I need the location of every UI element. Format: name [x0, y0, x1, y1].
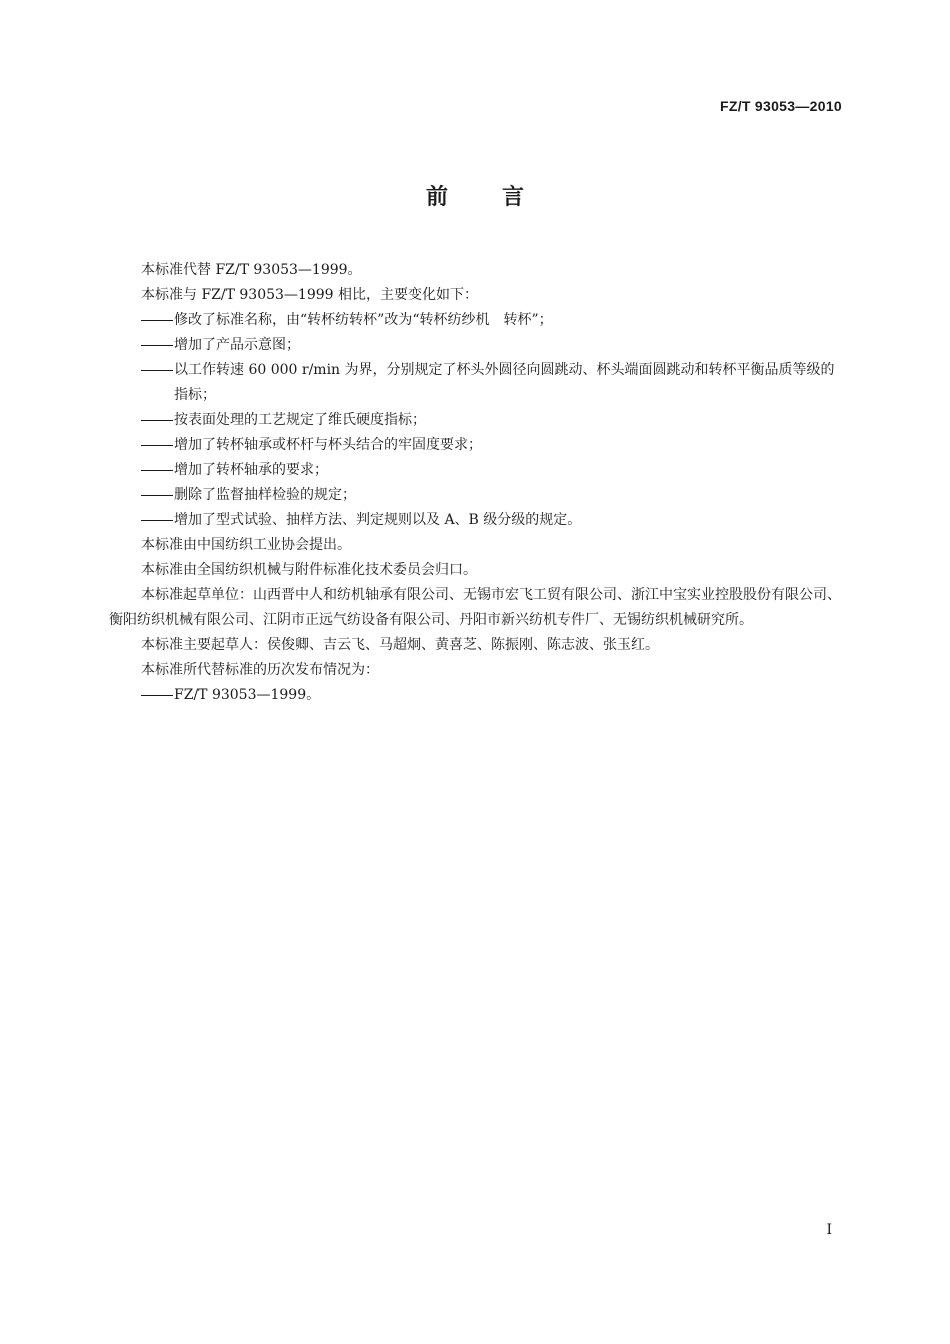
paragraph — [109, 283, 843, 308]
paragraph-text: 本标准由中国纺织工业协会提出。 — [141, 537, 351, 553]
list-item — [109, 458, 843, 483]
paragraph — [109, 658, 843, 683]
standard-code: FZ/T 93053—2010 — [719, 98, 842, 114]
em-dash-marker — [141, 470, 173, 471]
em-dash-marker — [141, 420, 173, 421]
title-char-1: 前 — [425, 185, 448, 210]
paragraph-text: 本标准起草单位：山西晋中人和纺机轴承有限公司、无锡市宏飞工贸有限公司、浙江中宝实业控股股份有限公司、衡阳纺织机械有限公司、江阴市正远气纺设备有限公司、丹阳市新兴纺机专件厂、无锡纺织机械研究所。 — [109, 587, 841, 628]
list-item — [109, 433, 843, 458]
paragraph-text: 删除了监督抽样检验的规定； — [174, 487, 356, 503]
paragraph-text: 本标准代替 FZ/T 93053—1999。 — [141, 262, 362, 278]
list-item — [109, 483, 843, 508]
paragraph — [109, 258, 843, 283]
em-dash-marker — [141, 495, 173, 496]
paragraph-text: 增加了产品示意图； — [174, 337, 300, 353]
em-dash-marker — [141, 370, 173, 371]
paragraph — [109, 558, 843, 583]
list-item — [109, 308, 843, 333]
em-dash-marker — [141, 320, 173, 321]
list-item — [109, 683, 843, 708]
foreword-body — [109, 258, 843, 708]
paragraph-text: 增加了转杯轴承的要求； — [174, 462, 328, 478]
em-dash-marker — [141, 695, 173, 696]
paragraph-text: FZ/T 93053—1999。 — [174, 687, 321, 703]
paragraph-text: 以工作转速 60 000 r/min 为界，分别规定了杯头外圆径向圆跳动、杯头端面圆跳动和转杯平衡品质等级的指标； — [174, 362, 835, 403]
paragraph-text: 增加了转杯轴承或杯杆与杯头结合的牢固度要求； — [174, 437, 482, 453]
list-item — [109, 408, 843, 433]
paragraph — [109, 533, 843, 558]
em-dash-marker — [141, 345, 173, 346]
paragraph — [109, 633, 843, 658]
list-item — [109, 333, 843, 358]
paragraph-text: 本标准与 FZ/T 93053—1999 相比，主要变化如下： — [141, 287, 479, 303]
paragraph-text: 本标准所代替标准的历次发布情况为： — [141, 662, 379, 678]
em-dash-marker — [141, 445, 173, 446]
paragraph-text: 按表面处理的工艺规定了维氏硬度指标； — [174, 412, 426, 428]
page-title — [0, 180, 950, 211]
paragraph-text: 修改了标准名称，由“转杯纺转杯”改为“转杯纺纱机 转杯”； — [174, 312, 553, 328]
paragraph — [109, 583, 843, 633]
paragraph-text: 本标准由全国纺织机械与附件标准化技术委员会归口。 — [141, 562, 477, 578]
paragraph-text: 本标准主要起草人：侯俊卿、吉云飞、马超炯、黄喜芝、陈振刚、陈志波、张玉红。 — [141, 637, 659, 653]
title-char-2: 言 — [502, 185, 525, 210]
em-dash-marker — [141, 520, 173, 521]
list-item — [109, 358, 843, 408]
page-number: I — [826, 1222, 832, 1238]
list-item — [109, 508, 843, 533]
paragraph-text: 增加了型式试验、抽样方法、判定规则以及 A、B 级分级的规定。 — [174, 512, 582, 528]
